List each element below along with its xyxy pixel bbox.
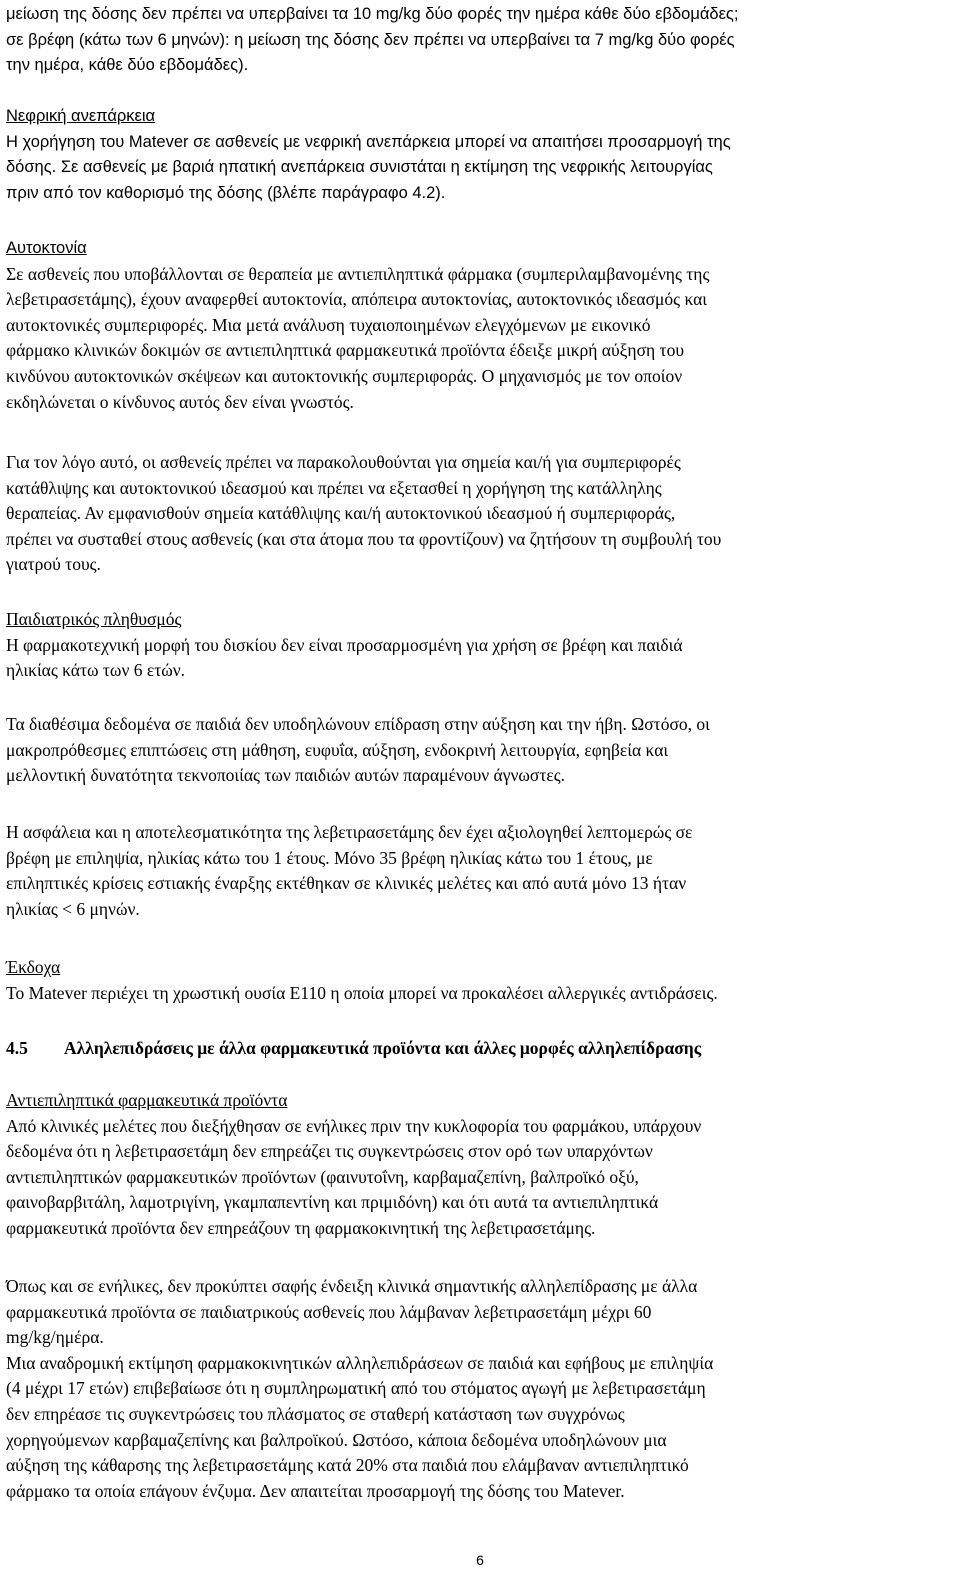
text-line: λεβετιρασετάμης), έχουν αναφερθεί αυτοκτονία, απόπειρα αυτοκτονίας, αυτοκτονικός ιδεασμός και — [6, 289, 708, 310]
text-line: Όπως και σε ενήλικες, δεν προκύπτει σαφής ένδειξη κλινικά σημαντικής αλληλεπίδρασης με άλλα — [6, 1276, 698, 1296]
text-line: αυτοκτονικές συμπεριφορές. Μια μετά ανάλυση τυχαιοποιημένων ελεγχόμενων με εικονικό — [6, 314, 651, 335]
section-number: 4.5 — [6, 1038, 28, 1058]
text-line: (4 μέχρι 17 ετών) επιβεβαίωσε ότι η συμπληρωματική από του στόματος αγωγή με λεβετιρασετάμη — [6, 1378, 706, 1399]
text-line: επιληπτικές κρίσεις εστιακής έναρξης εκτέθηκαν σε κλινικές μελέτες και από αυτά μόνο 13 ήταν — [6, 873, 687, 894]
text-line: χορηγούμενων καρβαμαζεπίνης και βαλπροϊκού. Ωστόσο, κάποια δεδομένα υποδηλώνουν μια — [6, 1429, 667, 1450]
antiepileptic-section — [6, 1088, 950, 1242]
text-line: φαρμακευτικά προϊόντα σε παιδιατρικούς ασθενείς που λάμβαναν λεβετιρασετάμη μέχρι 60 — [6, 1301, 652, 1322]
pediatric-paragraph-3 — [6, 820, 950, 922]
text-line: κατάθλιψης και αυτοκτονικού ιδεασμού και πρέπει να εξετασθεί η χορήγηση της κατάλληλης — [6, 477, 662, 498]
section-title: Αλληλεπιδράσεις με άλλα φαρμακευτικά προϊόντα και άλλες μορφές αλληλεπίδρασης — [64, 1038, 702, 1058]
text-line: Για τον λόγο αυτό, οι ασθενείς πρέπει να παρακολουθούνται για σημεία και/ή για συμπεριφορές — [6, 452, 681, 472]
excipients-heading: Έκδοχα — [6, 957, 61, 977]
text-line: πριν από τον καθορισμό της δόσης (βλέπε παράγραφο 4.2). — [6, 183, 446, 202]
text-line: Σε ασθενείς που υποβάλλονται σε θεραπεία με αντιεπιληπτικά φάρμακα (συμπεριλαμβανομένης της — [6, 263, 710, 284]
text-line: φαινοβαρβιτάλη, λαμοτριγίνη, γκαμπαπεντίνη και πριμιδόνη) και ότι αυτά τα αντιεπιληπτικά — [6, 1192, 659, 1213]
suicide-section — [6, 236, 950, 415]
text-line: την ημέρα, κάθε δύο εβδομάδες). — [6, 56, 249, 75]
excipients-section — [6, 955, 950, 1006]
text-line: φάρμακο κλινικών δοκιμών σε αντιεπιληπτικά φαρμακευτικά προϊόντα έδειξε μικρή αύξηση του — [6, 340, 684, 361]
text-line: γιατρού τους. — [6, 554, 101, 575]
section-4-5-heading — [6, 1036, 950, 1062]
antiepileptic-heading: Αντιεπιληπτικά φαρμακευτικά προϊόντα — [6, 1090, 288, 1110]
text-line: Από κλινικές μελέτες που διεξήχθησαν σε ενήλικες πριν την κυκλοφορία του φαρμάκου, υπάρχουν — [6, 1115, 702, 1136]
pediatric-heading: Παιδιατρικός πληθυσμός — [6, 609, 182, 629]
pediatric-section — [6, 607, 950, 684]
text-line: σε βρέφη (κάτω των 6 μηνών): η μείωση της δόσης δεν πρέπει να υπερβαίνει τα 7 mg/kg δύο φορές — [6, 30, 735, 49]
text-line: Η ασφάλεια και η αποτελεσματικότητα της λεβετιρασετάμης δεν έχει αξιολογηθεί λεπτομερώς σε — [6, 822, 693, 842]
antiepileptic-paragraph-2 — [6, 1274, 950, 1504]
text-line: Η χορήγηση του Matever σε ασθενείς με νεφρική ανεπάρκεια μπορεί να απαιτήσει προσαρμογή της — [6, 132, 731, 151]
text-line: mg/kg/ημέρα. — [6, 1327, 104, 1348]
text-line: μακροπρόθεσμες επιπτώσεις στη μάθηση, ευφυΐα, αύξηση, ενδοκρινή λειτουργία, εφηβεία και — [6, 739, 669, 760]
text-line: μελλοντική δυνατότητα τεκνοποιίας των παιδιών αυτών παραμένουν άγνωστες. — [6, 765, 566, 786]
suicide-heading: Αυτοκτονία — [6, 239, 87, 257]
text-line: δόσης. Σε ασθενείς με βαριά ηπατική ανεπάρκεια συνιστάται η εκτίμηση της νεφρικής λειτουργίας — [6, 158, 713, 177]
text-line: δεδομένα ότι η λεβετιρασετάμη δεν επηρεάζει τις συγκεντρώσεις στον ορό των υπαρχόντων — [6, 1141, 653, 1162]
text-line: ηλικίας < 6 μηνών. — [6, 898, 140, 919]
text-line: φάρμακο τα οποία επάγουν ένζυμα. Δεν απαιτείται προσαρμογή της δόσης του Matever. — [6, 1480, 625, 1501]
text-line: βρέφη με επιληψία, ηλικίας κάτω του 1 έτους. Μόνο 35 βρέφη ηλικίας κάτω του 1 έτους, με — [6, 847, 653, 868]
text-line: Τα διαθέσιμα δεδομένα σε παιδιά δεν υποδηλώνουν επίδραση στην αύξηση και την ήβη. Ωστόσο, οι — [6, 714, 710, 734]
text-line: ηλικίας κάτω των 6 ετών. — [6, 660, 186, 681]
text-line: αντιεπιληπτικών φαρμακευτικών προϊόντων (φαινυτοΐνη, καρβαμαζεπίνη, βαλπροϊκό οξύ, — [6, 1166, 639, 1187]
pediatric-paragraph-2 — [6, 712, 950, 789]
text-line: πρέπει να συσταθεί στους ασθενείς (και στα άτομα που τα φροντίζουν) να ζητήσουν τη συμβουλή του — [6, 528, 722, 549]
text-line: δεν επηρέασε τις συγκεντρώσεις του πλάσματος σε σταθερή κατάσταση των συγχρόνως — [6, 1403, 625, 1424]
text-line: μείωση της δόσης δεν πρέπει να υπερβαίνει τα 10 mg/kg δύο φορές την ημέρα κάθε δύο εβδομάδες; — [6, 5, 739, 23]
intro-paragraph — [6, 2, 950, 79]
text-line: Μια αναδρομική εκτίμηση φαρμακοκινητικών αλληλεπιδράσεων σε παιδιά και εφήβους με επιληψία — [6, 1352, 714, 1373]
text-line: εκδηλώνεται ο κίνδυνος αυτός δεν είναι γνωστός. — [6, 391, 354, 412]
text-line: Το Matever περιέχει τη χρωστική ουσία E110 η οποία μπορεί να προκαλέσει αλλεργικές αντιδράσεις. — [6, 982, 718, 1003]
renal-section — [6, 104, 950, 206]
text-line: θεραπείας. Αν εμφανισθούν σημεία κατάθλιψης και/ή αυτοκτονικού ιδεασμού ή συμπεριφοράς, — [6, 503, 676, 524]
suicide-paragraph-2 — [6, 450, 950, 578]
page-number: 6 — [476, 1552, 484, 1568]
text-line: φαρμακευτικά προϊόντα δεν επηρεάζουν τη φαρμακοκινητική της λεβετιρασετάμης. — [6, 1217, 596, 1238]
text-line: αύξηση της κάθαρσης της λεβετιρασετάμης κατά 20% στα παιδιά που ελάμβαναν αντιεπιληπτικό — [6, 1455, 689, 1476]
text-line: κινδύνου αυτοκτονικών σκέψεων και αυτοκτονικής συμπεριφοράς. Ο μηχανισμός με τον οποίον — [6, 365, 683, 386]
text-line: Η φαρμακοτεχνική μορφή του δισκίου δεν είναι προσαρμοσμένη για χρήση σε βρέφη και παιδιά — [6, 634, 683, 655]
renal-heading: Νεφρική ανεπάρκεια — [6, 107, 156, 125]
